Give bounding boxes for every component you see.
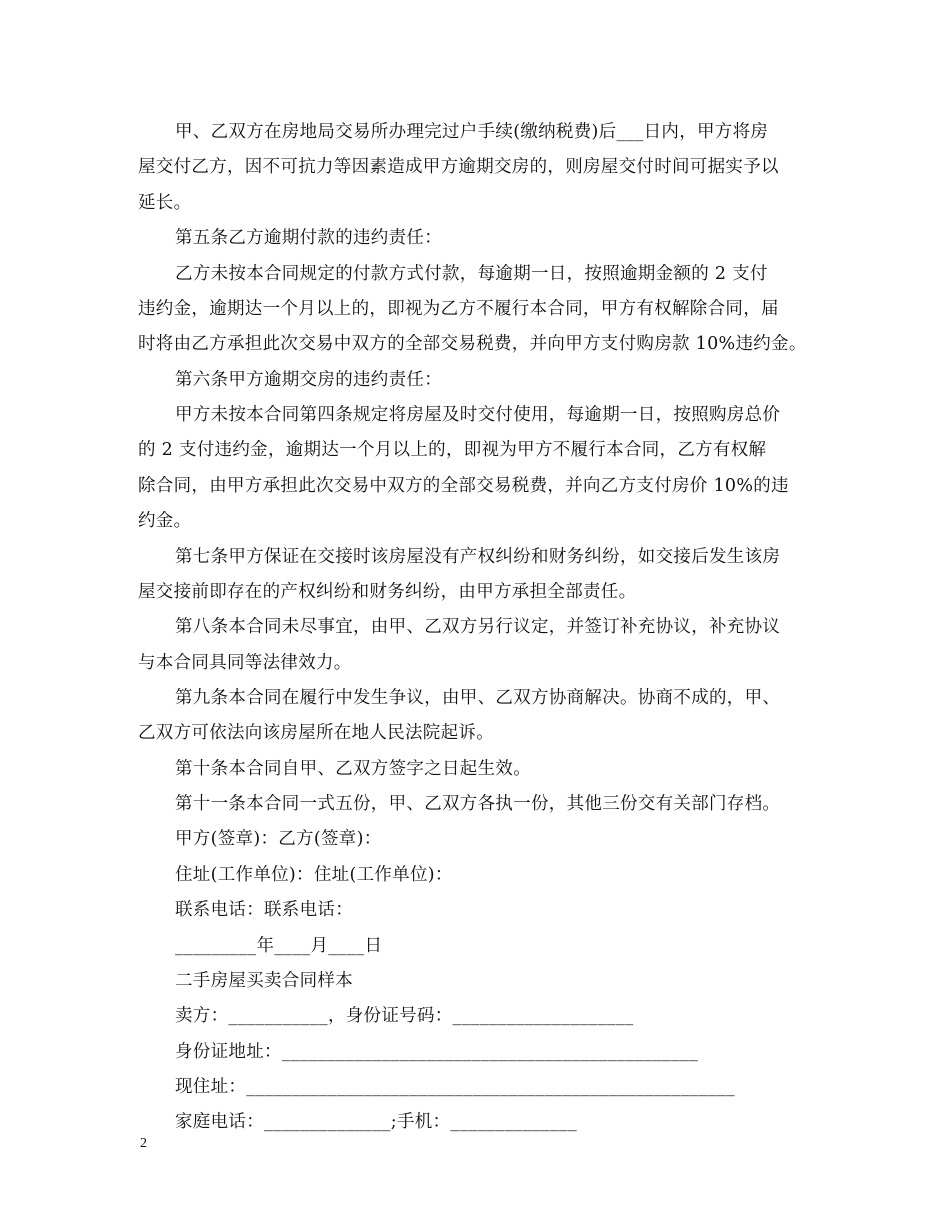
current-address-line: 现住址：______________________________________________________	[175, 1077, 735, 1097]
paragraph-line: 第八条本合同未尽事宜，由甲、乙双方另行议定，并签订补充协议，补充协议	[175, 617, 781, 637]
paragraph-line: 约金。	[138, 511, 192, 531]
section-title: 二手房屋买卖合同样本	[175, 971, 353, 991]
paragraph-line: 除合同，由甲方承担此次交易中双方的全部交易税费，并向乙方支付房价 10%的违	[138, 476, 789, 496]
phone-line: 联系电话：联系电话：	[175, 900, 353, 920]
paragraph-line: 屋交接前即存在的产权纠纷和财务纠纷，由甲方承担全部责任。	[138, 582, 637, 602]
signature-line: 甲方(签章)：乙方(签章)：	[175, 829, 382, 849]
paragraph-line: 屋交付乙方，因不可抗力等因素造成甲方逾期交房的，则房屋交付时间可据实予以	[138, 157, 779, 177]
paragraph-line: 违约金，逾期达一个月以上的，即视为乙方不履行本合同，甲方有权解除合同，届	[138, 299, 779, 319]
id-address-line: 身份证地址：______________________________________________	[175, 1042, 699, 1062]
paragraph-line: 甲、乙双方在房地局交易所办理完过户手续(缴纳税费)后___日内，甲方将房	[175, 122, 769, 142]
article-heading: 第六条甲方逾期交房的违约责任：	[175, 370, 442, 390]
paragraph-line: 甲方未按本合同第四条规定将房屋及时交付使用，每逾期一日，按照购房总价	[175, 405, 781, 425]
paragraph-line: 的 2 支付违约金，逾期达一个月以上的，即视为甲方不履行本合同，乙方有权解	[138, 440, 767, 460]
paragraph-line: 乙双方可依法向该房屋所在地人民法院起诉。	[138, 723, 494, 743]
paragraph-line: 与本合同具同等法律效力。	[138, 653, 352, 673]
paragraph-line: 第七条甲方保证在交接时该房屋没有产权纠纷和财务纠纷，如交接后发生该房	[175, 547, 781, 567]
paragraph-line: 第十一条本合同一式五份，甲、乙双方各执一份，其他三份交有关部门存档。	[175, 794, 781, 814]
paragraph-line: 延长。	[138, 193, 192, 213]
date-line: _________年____月____日	[175, 936, 383, 956]
paragraph-line: 时将由乙方承担此次交易中双方的全部交易税费，并向甲方支付购房款 10%违约金。	[138, 334, 807, 354]
paragraph-line: 第十条本合同自甲、乙双方签字之日起生效。	[175, 759, 531, 779]
paragraph-line: 乙方未按本合同规定的付款方式付款，每逾期一日，按照逾期金额的 2 支付	[175, 264, 768, 284]
phone-fields-line: 家庭电话：______________;手机：______________	[175, 1112, 577, 1132]
paragraph-line: 第九条本合同在履行中发生争议，由甲、乙双方协商解决。协商不成的，甲、	[175, 688, 781, 708]
seller-line: 卖方：___________，身份证号码：____________________	[175, 1006, 634, 1026]
address-line: 住址(工作单位)：住址(工作单位)：	[175, 865, 453, 885]
page-number: 2	[140, 1136, 147, 1151]
article-heading: 第五条乙方逾期付款的违约责任：	[175, 228, 442, 248]
